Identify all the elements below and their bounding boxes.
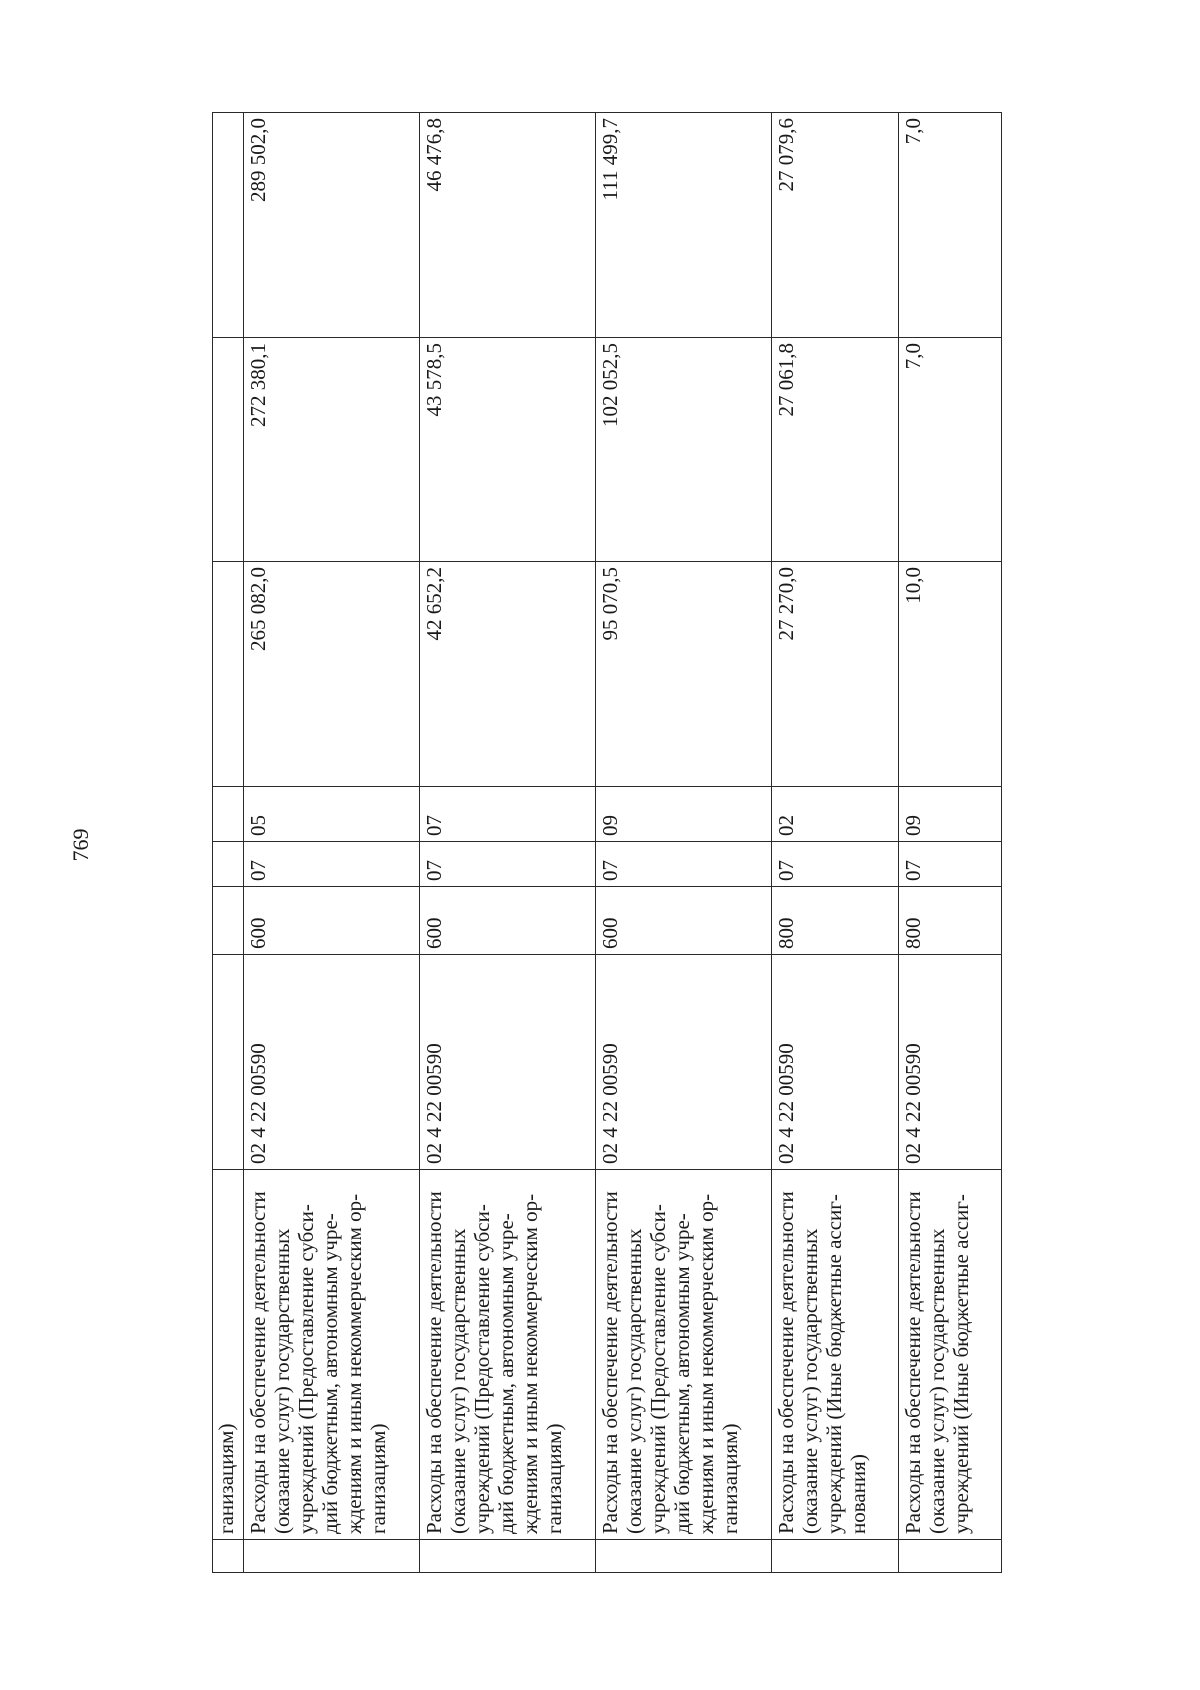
value-cell: 27 079,6 [772, 113, 899, 338]
description-cell [899, 1170, 1002, 1540]
index-cell [213, 1540, 244, 1573]
rz-cell: 07 [420, 842, 596, 887]
value-cell: 42 652,2 [420, 562, 596, 787]
value-cell [213, 562, 244, 787]
code-cell [213, 955, 244, 1170]
budget-table-rotated [212, 113, 1090, 1573]
code-cell: 02 4 22 00590 [899, 955, 1002, 1170]
description-cell [244, 1170, 420, 1540]
vr-cell: 600 [244, 887, 420, 955]
description-line: ганизациям) [214, 1423, 238, 1534]
description-line: нования) [846, 1454, 870, 1534]
table-row-continuation [213, 113, 244, 1573]
pr-cell [213, 787, 244, 842]
pr-cell: 02 [772, 787, 899, 842]
description-line: ждениям и иным некоммерческим ор- [518, 1193, 542, 1534]
pr-cell: 09 [596, 787, 772, 842]
description-line: Расходы на обеспечение деятельности [901, 1191, 925, 1534]
index-cell [899, 1540, 1002, 1573]
description-cell [772, 1170, 899, 1540]
description-cell [420, 1170, 596, 1540]
table-row [899, 113, 1002, 1573]
value-cell: 27 270,0 [772, 562, 899, 787]
description-line: ганизациям) [366, 1423, 390, 1534]
pr-cell: 07 [420, 787, 596, 842]
rz-cell: 07 [899, 842, 1002, 887]
description-cell [596, 1170, 772, 1540]
description-line: (оказание услуг) государственных [798, 1228, 822, 1534]
value-cell: 95 070,5 [596, 562, 772, 787]
description-line: Расходы на обеспечение деятельности [246, 1191, 270, 1534]
description-line: ганизациям) [718, 1423, 742, 1534]
description-line: дий бюджетным, автономным учре- [494, 1213, 518, 1534]
description-line: учреждений (Иные бюджетные ассиг- [822, 1194, 846, 1534]
value-cell [213, 338, 244, 562]
rz-cell [213, 842, 244, 887]
code-cell: 02 4 22 00590 [420, 955, 596, 1170]
rz-cell: 07 [772, 842, 899, 887]
description-line: ганизациям) [542, 1423, 566, 1534]
description-line: учреждений (Предоставление субси- [294, 1204, 318, 1534]
table-row [244, 113, 420, 1573]
value-cell: 10,0 [899, 562, 1002, 787]
value-cell: 43 578,5 [420, 338, 596, 562]
index-cell [244, 1540, 420, 1573]
value-cell: 27 061,8 [772, 338, 899, 562]
index-cell [420, 1540, 596, 1573]
vr-cell [213, 887, 244, 955]
budget-table [212, 112, 1002, 1573]
description-line: ждениям и иным некоммерческим ор- [694, 1193, 718, 1534]
value-cell: 265 082,0 [244, 562, 420, 787]
description-line: учреждений (Предоставление субси- [470, 1204, 494, 1534]
value-cell: 272 380,1 [244, 338, 420, 562]
rz-cell: 07 [596, 842, 772, 887]
description-line: дий бюджетным, автономным учре- [670, 1213, 694, 1534]
rz-cell: 07 [244, 842, 420, 887]
vr-cell: 800 [772, 887, 899, 955]
value-cell: 7,0 [899, 338, 1002, 562]
code-cell: 02 4 22 00590 [772, 955, 899, 1170]
vr-cell: 600 [596, 887, 772, 955]
index-cell [596, 1540, 772, 1573]
description-line: Расходы на обеспечение деятельности [774, 1191, 798, 1534]
description-line: (оказание услуг) государственных [270, 1228, 294, 1534]
vr-cell: 800 [899, 887, 1002, 955]
description-line: дий бюджетным, автономным учре- [318, 1213, 342, 1534]
description-line: учреждений (Предоставление субси- [646, 1204, 670, 1534]
table-row [772, 113, 899, 1573]
description-line: ждениям и иным некоммерческим ор- [342, 1193, 366, 1534]
table-row [420, 113, 596, 1573]
description-line: учреждений (Иные бюджетные ассиг- [949, 1194, 973, 1534]
value-cell: 102 052,5 [596, 338, 772, 562]
description-cell [213, 1170, 244, 1540]
value-cell [213, 113, 244, 338]
value-cell: 7,0 [899, 113, 1002, 338]
pr-cell: 09 [899, 787, 1002, 842]
value-cell: 46 476,8 [420, 113, 596, 338]
code-cell: 02 4 22 00590 [244, 955, 420, 1170]
description-line: (оказание услуг) государственных [622, 1228, 646, 1534]
value-cell: 289 502,0 [244, 113, 420, 338]
code-cell: 02 4 22 00590 [596, 955, 772, 1170]
description-line: Расходы на обеспечение деятельности [422, 1191, 446, 1534]
vr-cell: 600 [420, 887, 596, 955]
index-cell [772, 1540, 899, 1573]
page-number: 769 [68, 828, 93, 862]
table-row [596, 113, 772, 1573]
value-cell: 111 499,7 [596, 113, 772, 338]
pr-cell: 05 [244, 787, 420, 842]
description-line: (оказание услуг) государственных [446, 1228, 470, 1534]
description-line: (оказание услуг) государственных [925, 1228, 949, 1534]
description-line: Расходы на обеспечение деятельности [598, 1191, 622, 1534]
